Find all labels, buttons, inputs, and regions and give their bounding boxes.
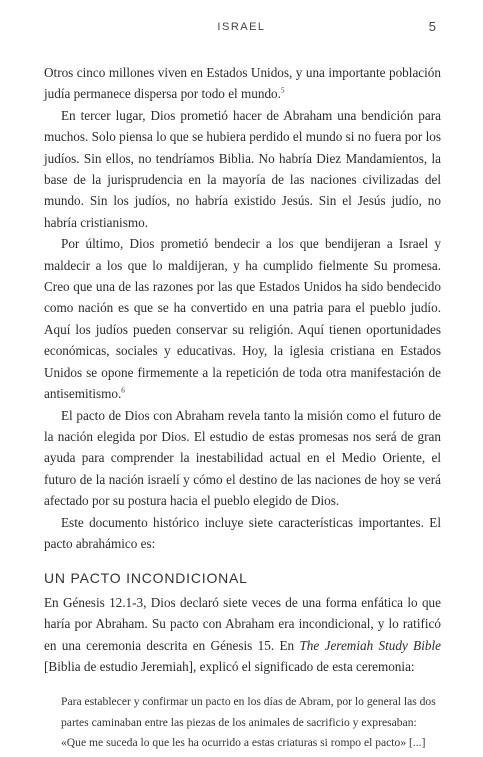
- section-paragraph-1-start: En Génesis 12.1-3, Dios declaró siete veces de una forma enfática lo que haría por Abraham. Su pacto con Abraham era incondicional, y lo ratificó en una ceremonia descrita en Génesis 15. En: [44, 594, 441, 653]
- page-number: 5: [428, 19, 436, 34]
- paragraph-3-text: Por último, Dios prometió bendecir a los que bendijeran a Israel y maldecir a los que lo maldijeran, y ha cumplido fielmente Su promesa. Creo que una de las razones por las que Estados Unidos ha sido bendecido como nación es que se ha convertido en una patria para el pueblo judío. Aquí los judíos pueden conservar su religión. Aquí tienen oportunidades económicas, sociales y educativas. Hoy, la iglesia cristiana en Estados Unidos se opone firmemente a la repetición de toda otra manifestación de antisemitismo.: [44, 236, 441, 402]
- footnote-marker-6: 6: [121, 386, 125, 395]
- paragraph-1-text: Otros cinco millones viven en Estados Unidos, y una importante población judía permanece dispersa por todo el mundo.: [44, 65, 441, 102]
- paragraph-4: El pacto de Dios con Abraham revela tanto la misión como el futuro de la nación elegida por Dios. El estudio de estas promesas nos será de gran ayuda para comprender la inestabilidad actual en el Medio Oriente, el futuro de la nación israelí y cómo el destino de las naciones de hoy se verá afectado por su postura hacia el pueblo elegido de Dios.: [44, 407, 441, 509]
- section-heading: UN PACTO INCONDICIONAL: [44, 570, 248, 587]
- paragraph-5: Este documento histórico incluye siete características importantes. El pacto abrahámico es:: [44, 514, 441, 551]
- section-paragraph-1: [44, 592, 441, 678]
- paragraph-3: [44, 233, 441, 404]
- paragraph-2: En tercer lugar, Dios prometió hacer de Abraham una bendición para muchos. Solo piensa lo que se hubiera perdido el mundo si no fuera por los judíos. Sin ellos, no tendríamos Biblia. No habría Diez Mandamientos, la base de la jurisprudencia en la mayoría de las naciones civilizadas del mundo. Sin los judíos, no habría existido Jesús. Sin el Jesús judío, no habría cristianismo.: [44, 107, 441, 230]
- footnote-marker-5: 5: [280, 87, 285, 96]
- page-content: [44, 62, 441, 754]
- section-paragraph-1-end: [Biblia de estudio Jeremiah], explicó el significado de esta ceremonia:: [44, 658, 415, 674]
- book-title-reference: The Jeremiah Study Bible: [299, 637, 441, 653]
- block-quote: Para establecer y confirmar un pacto en los días de Abram, por lo general las dos partes caminaban entre las piezas de los animales de sacrificio y expresaban: «Que me suceda lo que les ha ocurrido a estas criaturas si rompo el pacto» [...]: [61, 695, 436, 750]
- paragraph-1: [44, 62, 441, 105]
- running-head-title: ISRAEL: [217, 21, 266, 33]
